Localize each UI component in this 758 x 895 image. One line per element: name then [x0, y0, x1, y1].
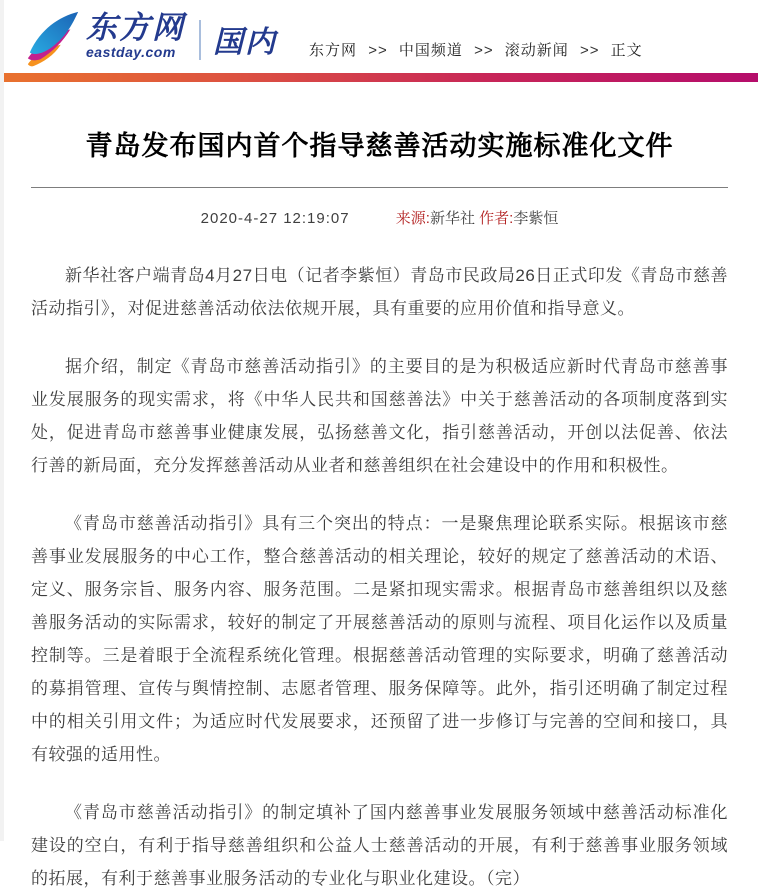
header-gradient-bar	[0, 73, 758, 82]
channel-label: 国内	[213, 25, 277, 59]
breadcrumb-item-section[interactable]: 滚动新闻	[504, 42, 569, 59]
breadcrumb-separator: >>	[368, 42, 388, 59]
breadcrumb-item-channel[interactable]: 中国频道	[398, 42, 463, 59]
title-divider	[31, 187, 728, 188]
logo-divider	[199, 20, 201, 60]
article-body	[31, 259, 728, 895]
breadcrumb-separator: >>	[579, 42, 600, 59]
breadcrumb	[309, 39, 643, 60]
meta-source-value: 新华社	[429, 210, 475, 227]
logo-text	[86, 10, 185, 60]
article-paragraph: 《青岛市慈善活动指引》具有三个突出的特点：一是聚焦理论联系实际。根据该市慈善事业发展服务的中心工作，整合慈善活动的相关理论，较好的规定了慈善活动的术语、定义、服务宗旨、服务内容、服务范围。二是紧扣现实需求。根据青岛市慈善组织以及慈善服务活动的实际需求，较好的制定了开展慈善活动的原则与流程、项目化运作以及质量控制等。三是着眼于全流程系统化管理。根据慈善活动管理的实际要求，明确了慈善活动的募捐管理、宣传与舆情控制、志愿者管理、服务保障等。此外，指引还明确了制定过程中的相关引用文件；为适应时代发展要求，还预留了进一步修订与完善的空间和接口，具有较强的适用性。	[31, 514, 728, 764]
page-left-edge	[0, 0, 4, 841]
article-title: 青岛发布国内首个指导慈善活动实施标准化文件	[85, 131, 674, 161]
site-logo[interactable]	[24, 7, 185, 67]
breadcrumb-item-current: 正文	[610, 42, 643, 59]
breadcrumb-separator: >>	[474, 42, 494, 59]
meta-datetime: 2020-4-27 12:19:07	[200, 210, 350, 227]
meta-author-label: 作者:	[479, 210, 514, 227]
site-header	[0, 0, 758, 73]
article-content	[0, 124, 758, 895]
site-name: 东方网	[86, 10, 185, 45]
article-paragraph: 新华社客户端青岛4月27日电（记者李紫恒）青岛市民政局26日正式印发《青岛市慈善活动指引》，对促进慈善活动依法依规开展，具有重要的应用价值和指导意义。	[31, 266, 728, 318]
meta-author-value: 李紫恒	[513, 210, 559, 227]
eastday-swoosh-icon	[24, 9, 82, 67]
breadcrumb-item-home[interactable]: 东方网	[309, 42, 358, 59]
article-paragraph: 据介绍，制定《青岛市慈善活动指引》的主要目的是为积极适应新时代青岛市慈善事业发展服务的现实需求，将《中华人民共和国慈善法》中关于慈善活动的各项制度落到实处，促进青岛市慈善事业健康发展，弘扬慈善文化，指引慈善活动，开创以法促善、依法行善的新局面，充分发挥慈善活动从业者和慈善组织在社会建设中的作用和积极性。	[31, 357, 728, 475]
meta-source-label: 来源:	[395, 210, 430, 227]
article-meta	[31, 207, 728, 228]
site-domain: eastday.com	[86, 44, 176, 60]
article-paragraph: 《青岛市慈善活动指引》的制定填补了国内慈善事业发展服务领域中慈善活动标准化建设的空白，有利于指导慈善组织和公益人士慈善活动的开展，有利于慈善事业服务领域的拓展，有利于慈善事业服务活动的专业化与职业化建设。（完）	[31, 803, 728, 888]
